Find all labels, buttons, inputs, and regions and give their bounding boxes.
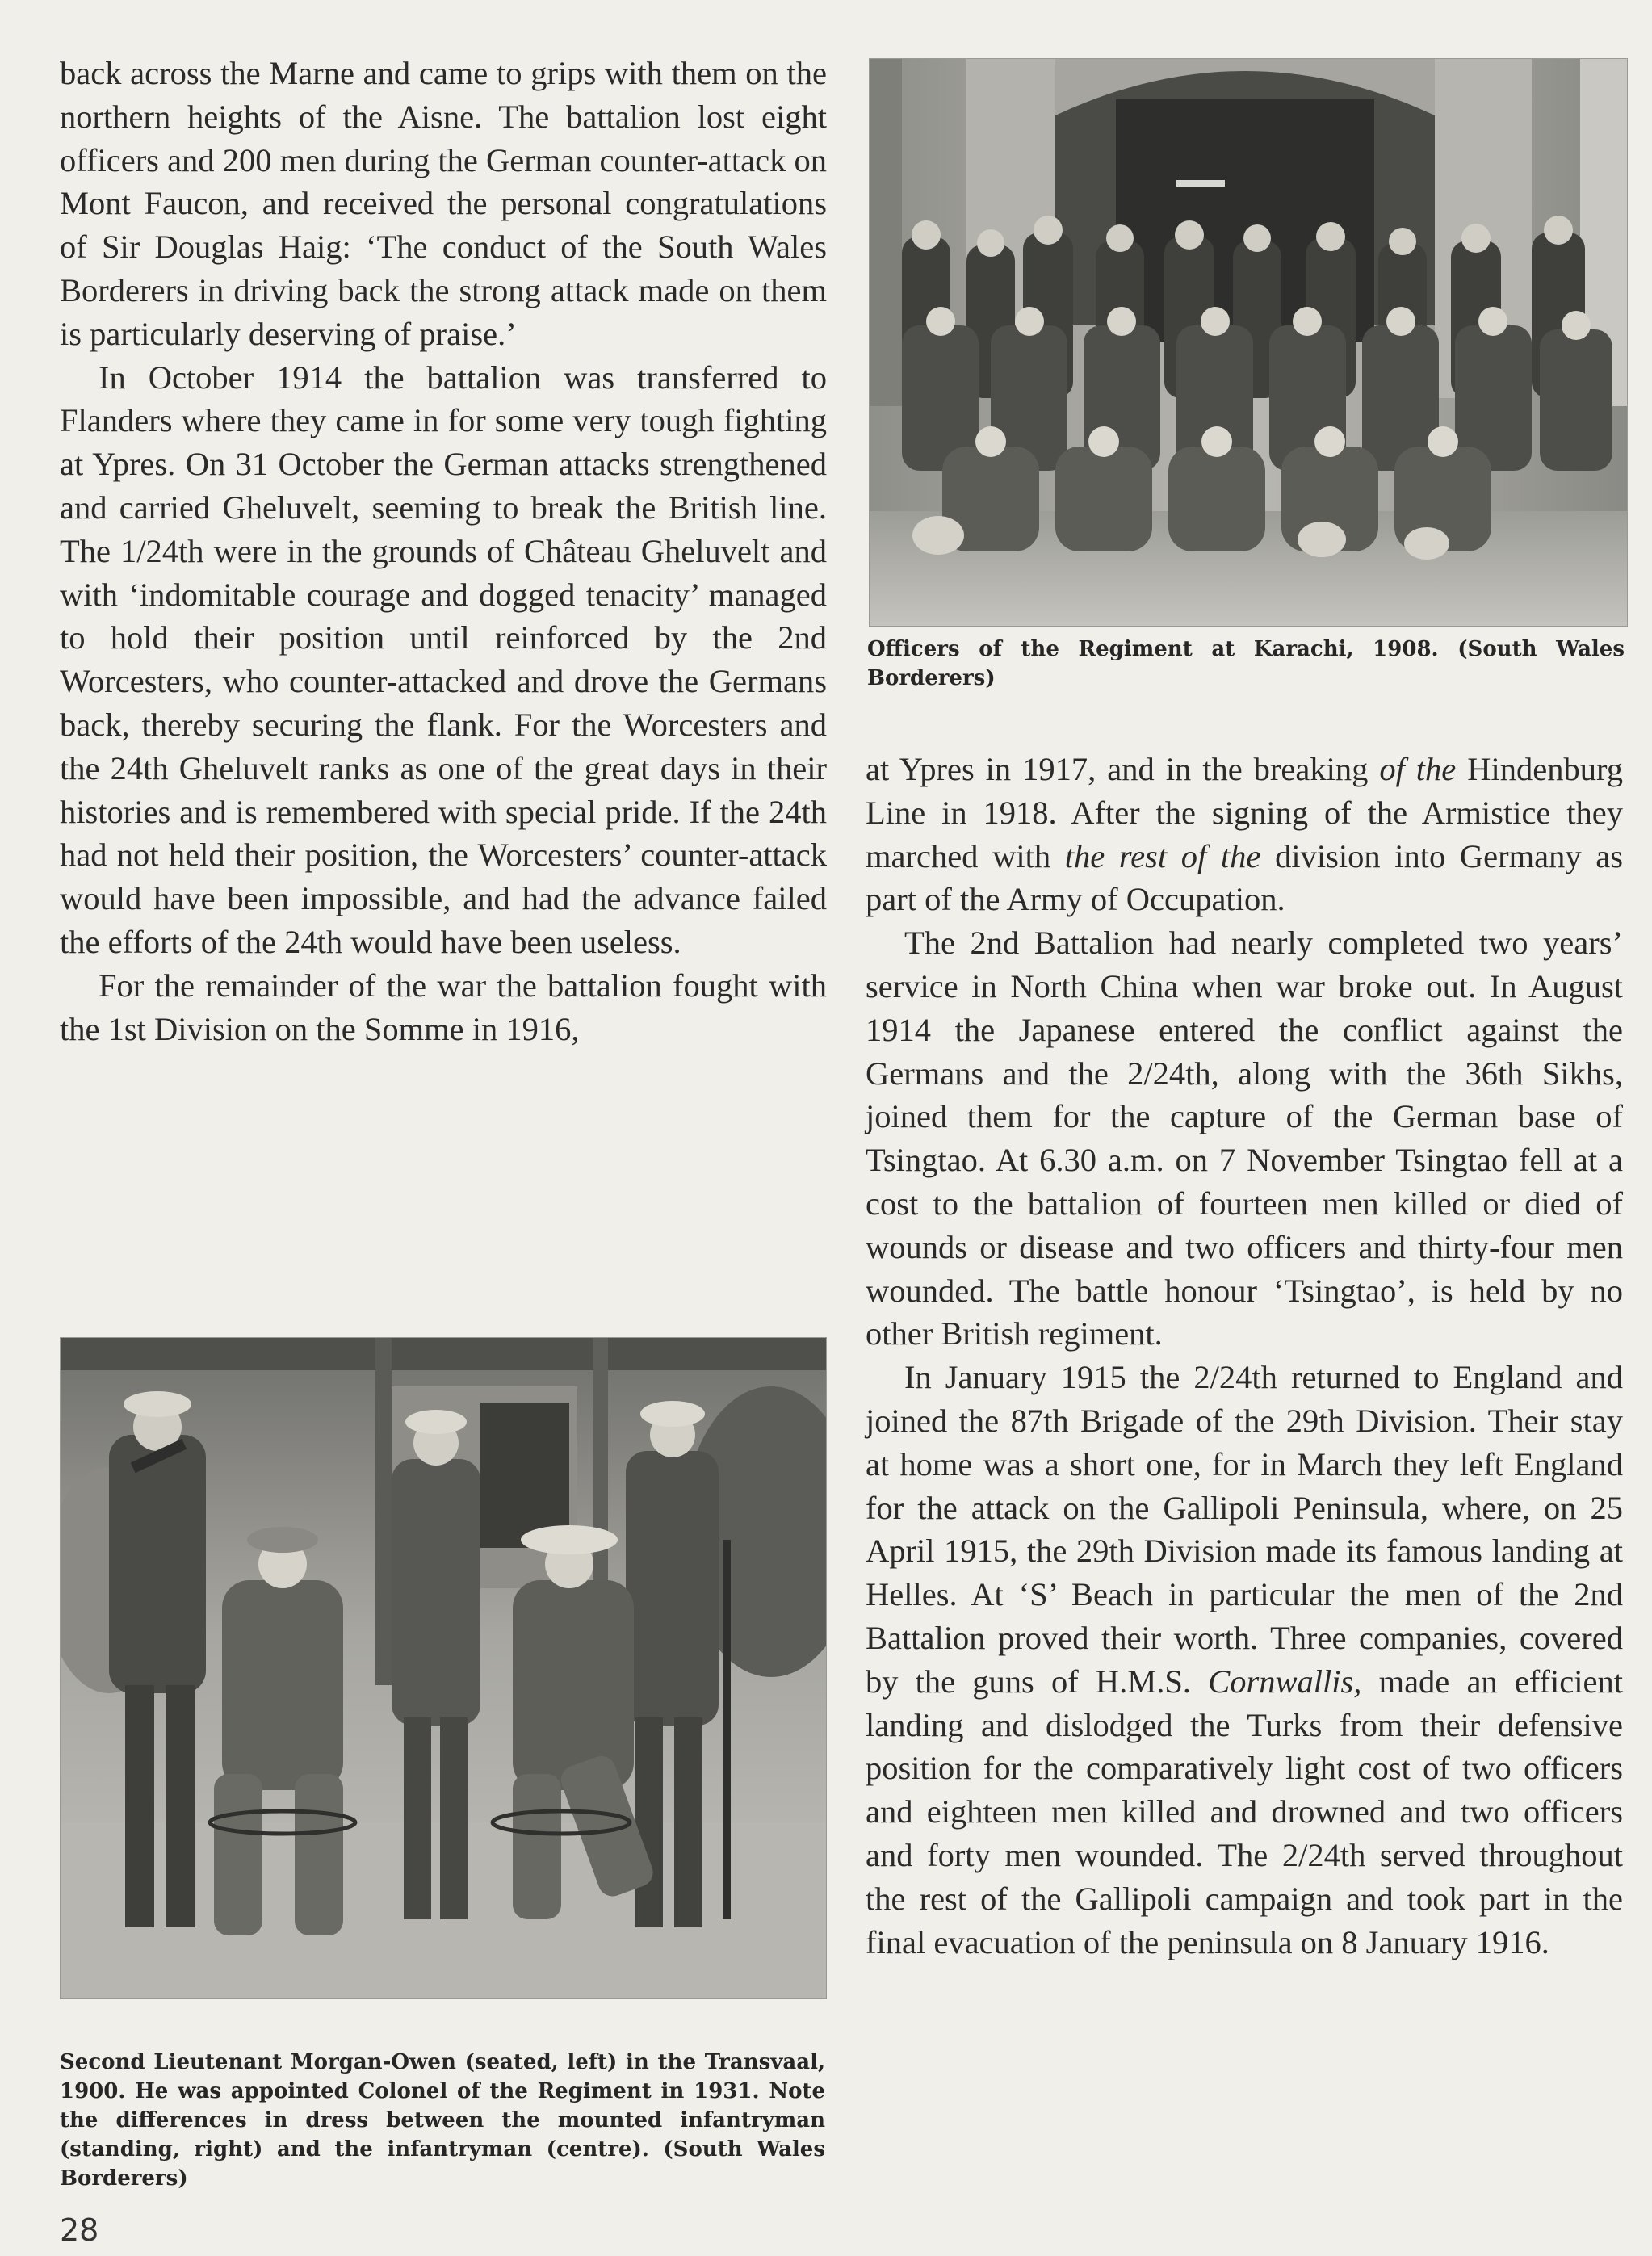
- right-p3-end: made an efficient landing and dislodged the Turks from their defensive position for the comparatively light cost of two officers and eighteen men killed and drowned and two officers and forty men wounded. The 2/24th served throughout the rest of the Gallipoli campaign and took part in the final evacuation of the peninsula on 8 January 1916.: [866, 1663, 1624, 1960]
- right-paragraph-3: [866, 1356, 1623, 1964]
- photo-transvaal-group-image: [61, 1338, 826, 1998]
- left-paragraph-2: In October 1914 the battalion was transferred to Flanders where they came in for some very tough fighting at Ypres. On 31 October the German attacks strengthened and carried Gheluvelt, seeming to break the British line. The 1/24th were in the grounds of Château Gheluvelt and with ‘indomitable courage and dogged tenacity’ managed to hold their position until reinforced by the 2nd Worcesters, who counter-attacked and drove the Germans back, thereby securing the flank. For the Worcesters and the 24th Gheluvelt ranks as one of the great days in their histories and is remembered with special pride. If the 24th had not held their position, the Worcesters’ counter-attack would have been impossible, and had the advance failed the efforts of the 24th would have been useless.: [60, 359, 827, 960]
- photo-officers-karachi-image: [870, 59, 1627, 626]
- left-column-text: [60, 52, 827, 1050]
- ship-name-cornwallis: Cornwallis,: [1208, 1663, 1362, 1700]
- right-p1-mid: Hindenburg Line in 1918. After the signing of the Armistice they marched with: [866, 751, 1624, 874]
- left-paragraph-1: back across the Marne and came to grips with them on the northern heights of the Aisne. The battalion lost eight officers and 200 men during the German counter-attack on Mont Faucon, and received the personal congratulations of Sir Douglas Haig: ‘The conduct of the South Wales Borderers in driving back the strong attack made on them is particularly deserving of praise.’: [60, 55, 827, 352]
- caption-transvaal-group: Second Lieutenant Morgan-Owen (seated, left) in the Transvaal, 1900. He was appointed Colonel of the Regiment in 1931. Note the differences in dress between the mounted infantryman (standing, right) and the infantryman (centre). (South Wales Borderers): [60, 2050, 825, 2191]
- right-column-text: [866, 748, 1623, 1964]
- right-p1-end: division into Germany as part of the Army of Occupation.: [866, 837, 1623, 918]
- left-paragraph-3: For the remainder of the war the battalion fought with the 1st Division on the Somme in 1916,: [60, 967, 827, 1047]
- right-p3-start: In January 1915 the 2/24th returned to England and joined the 87th Brigade of the 29th Division. Their stay at home was a short one, for in March they left England for the attack on the Gallipoli Peninsula, where, on 25 April 1915, the 29th Division made its famous landing at Helles. At ‘S’ Beach in particular the men of the 2nd Battalion proved their worth. Three companies, covered by the guns of H.M.S.: [866, 1359, 1623, 1700]
- photo-officers-karachi: [869, 58, 1628, 627]
- right-paragraph-1: [866, 748, 1623, 921]
- page-number: 28: [60, 2212, 99, 2248]
- right-p1-italic-rest: the rest of the: [1064, 837, 1261, 874]
- caption-officers-karachi: Officers of the Regiment at Karachi, 1908. (South Wales Borderers): [867, 637, 1625, 690]
- photo-transvaal-group: [60, 1337, 827, 1999]
- right-p1-italic-of-the: of the: [1379, 751, 1457, 787]
- right-paragraph-2: The 2nd Battalion had nearly completed two years’ service in North China when war broke out. In August 1914 the Japanese entered the conflict against the Germans and the 2/24th, along with the 36th Sikhs, joined them for the capture of the German base of Tsingtao. At 6.30 a.m. on 7 November Tsingtao fell at a cost to the battalion of fourteen men killed or died of wounds or disease and two officers and thirty-four men wounded. The battle honour ‘Tsingtao’, is held by no other British regiment.: [866, 925, 1623, 1352]
- right-p1-start: at Ypres in 1917, and in the breaking: [866, 751, 1380, 787]
